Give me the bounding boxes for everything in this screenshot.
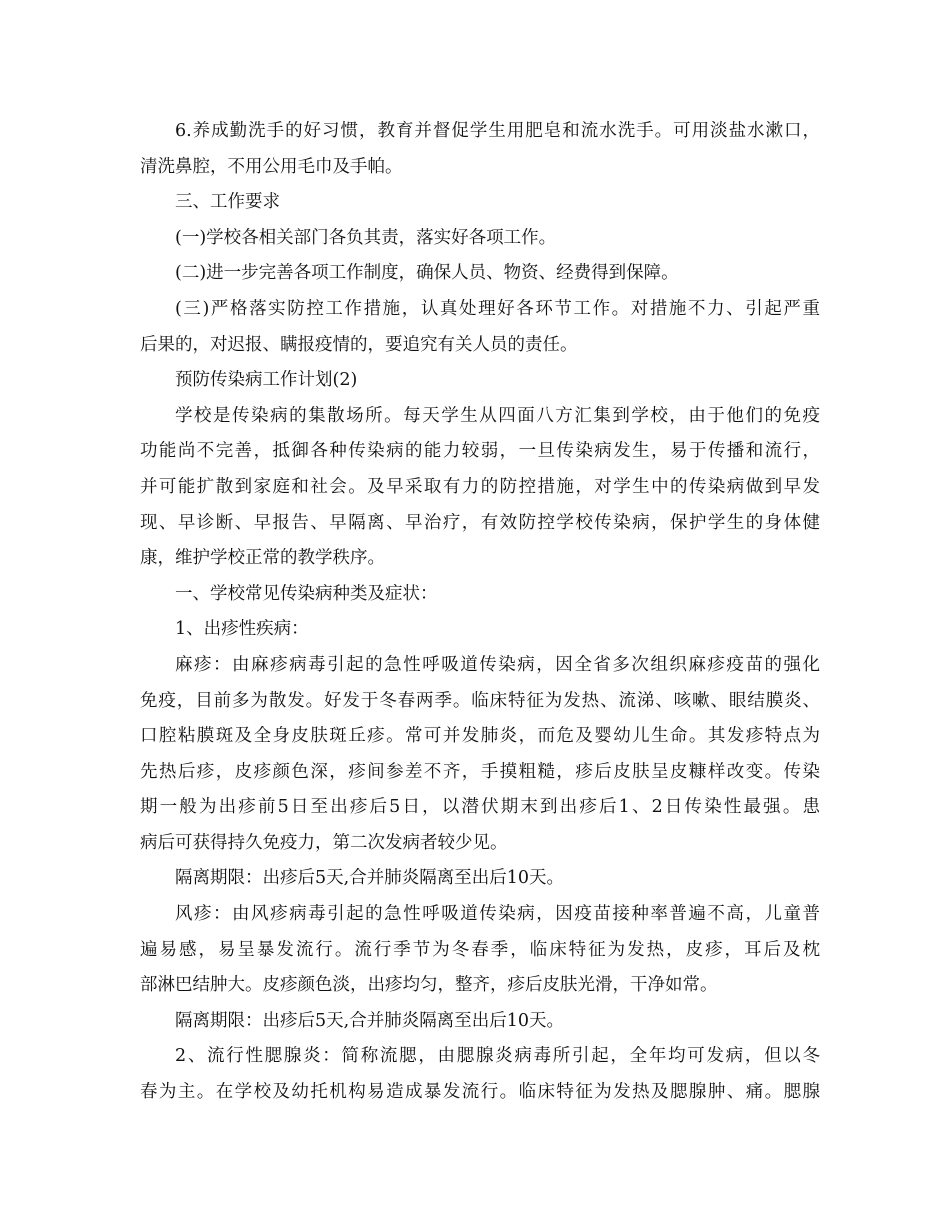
text-line: 学校是传染病的集散场所。每天学生从四面八方汇集到学校，由于他们的免疫 xyxy=(175,405,820,426)
text-line: 预防传染病工作计划(2) xyxy=(175,370,358,391)
text-line: 隔离期限：出疹后5天,合并肺炎隔离至出后10天。 xyxy=(175,868,564,889)
text-line: 春为主。在学校及幼托机构易造成暴发流行。临床特征为发热及腮腺肿、痛。腮腺 xyxy=(140,1082,820,1103)
text-line: 6.养成勤洗手的好习惯，教育并督促学生用肥皂和流水洗手。可用淡盐水漱口， xyxy=(175,121,820,141)
text-line: 部淋巴结肿大。皮疹颜色淡，出疹均匀，整齐，疹后皮肤光滑，干净如常。 xyxy=(140,975,718,996)
text-line: 现、早诊断、早报告、早隔离、早治疗，有效防控学校传染病，保护学生的身体健 xyxy=(140,512,820,533)
text-line: (二)进一步完善各项工作制度，确保人员、物资、经费得到保障。 xyxy=(175,263,679,284)
text-line: 三、工作要求 xyxy=(175,192,280,213)
text-line: 隔离期限：出疹后5天,合并肺炎隔离至出后10天。 xyxy=(175,1010,564,1031)
text-line: 功能尚不完善，抵御各种传染病的能力较弱，一旦传染病发生，易于传播和流行， xyxy=(140,441,820,462)
text-line: 麻疹：由麻疹病毒引起的急性呼吸道传染病，因全省多次组织麻疹疫苗的强化 xyxy=(175,654,820,675)
text-line: 口腔粘膜斑及全身皮肤斑丘疹。常可并发肺炎，而危及婴幼儿生命。其发疹特点为 xyxy=(140,726,820,747)
text-line: 遍易感，易呈暴发流行。流行季节为冬春季，临床特征为发热，皮疹，耳后及枕 xyxy=(140,939,820,960)
text-line: 康，维护学校正常的教学秩序。 xyxy=(140,548,385,569)
text-line: 1、出疹性疾病： xyxy=(175,619,309,640)
text-line: 后果的，对迟报、瞒报疫情的，要追究有关人员的责任。 xyxy=(140,334,578,355)
text-line: 并可能扩散到家庭和社会。及早采取有力的防控措施，对学生中的传染病做到早发 xyxy=(140,476,820,497)
text-line: 免疫，目前多为散发。好发于冬春两季。临床特征为发热、流涕、咳嗽、眼结膜炎、 xyxy=(140,690,820,711)
text-line: 先热后疹，皮疹颜色深，疹间参差不齐，手摸粗糙，疹后皮肤呈皮糠样改变。传染 xyxy=(140,761,820,782)
text-line: 2、流行性腮腺炎：简称流腮，由腮腺炎病毒所引起，全年均可发病，但以冬 xyxy=(175,1046,820,1067)
text-line: 病后可获得持久免疫力，第二次发病者较少见。 xyxy=(140,832,508,853)
text-line: (一)学校各相关部门各负其责，落实好各项工作。 xyxy=(175,227,557,248)
text-line: 清洗鼻腔，不用公用毛巾及手帕。 xyxy=(140,156,403,177)
text-line: 风疹：由风疹病毒引起的急性呼吸道传染病，因疫苗接种率普遍不高，儿童普 xyxy=(175,904,820,925)
document-body xyxy=(140,114,820,1111)
text-line: 期一般为出疹前5日至出疹后5日，以潜伏期末到出疹后1、2日传染性最强。患 xyxy=(140,797,820,818)
text-line: 一、学校常见传染病种类及症状： xyxy=(175,583,438,604)
text-line: (三)严格落实防控工作措施，认真处理好各环节工作。对措施不力、引起严重 xyxy=(175,298,820,319)
